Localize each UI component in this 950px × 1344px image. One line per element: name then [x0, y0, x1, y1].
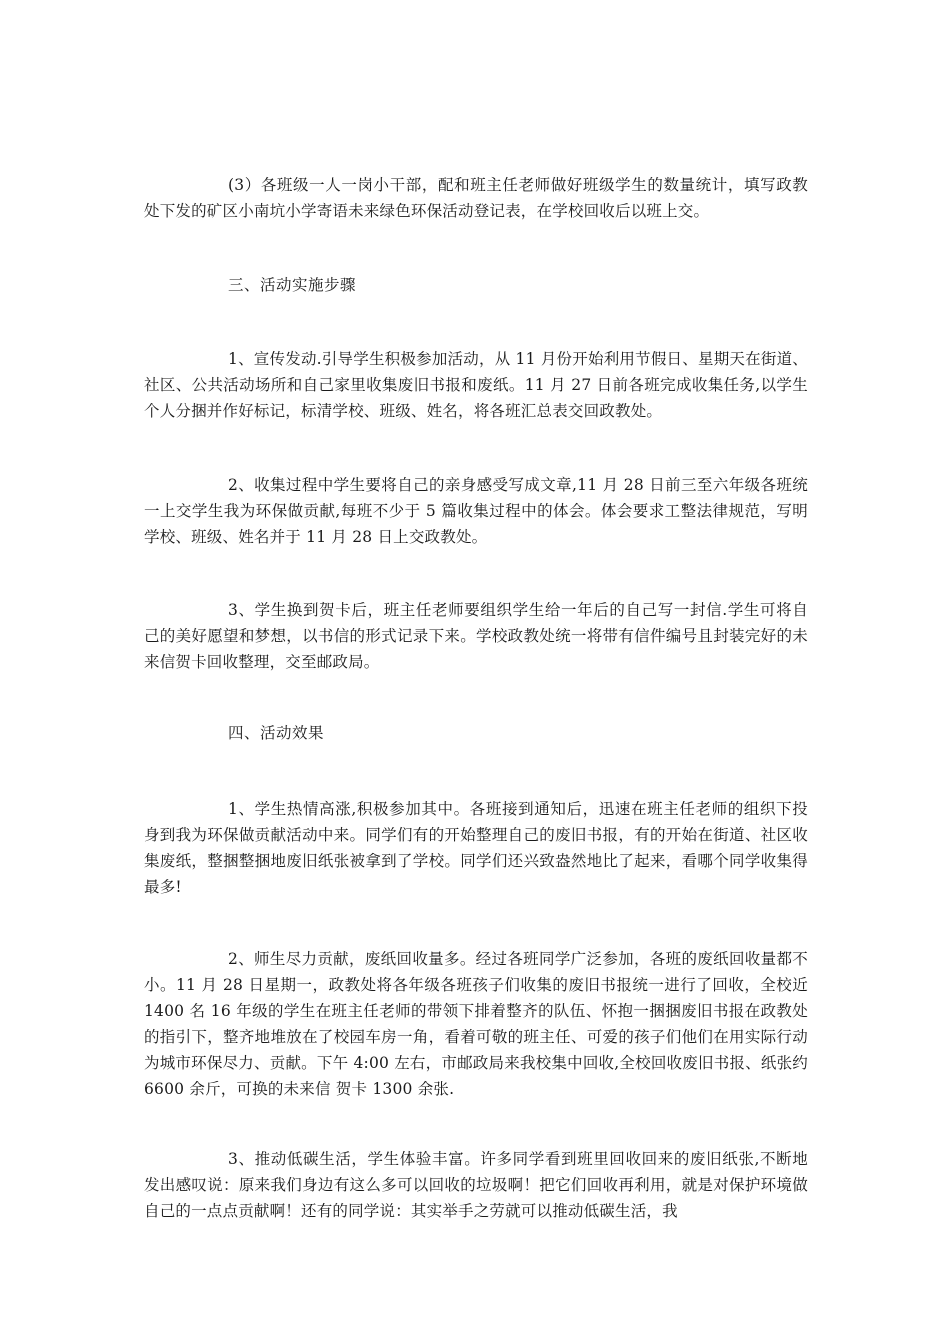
- paragraph-step-2: 2、收集过程中学生要将自己的亲身感受写成文章,11 月 28 日前三至六年级各班统一上交学生我为环保做贡献,每班不少于 5 篇收集过程中的体会。体会要求工整法律规范，写明学校、班级、姓名并于 11 月 28 日上交政教处。: [144, 476, 808, 546]
- paragraph-item-3: (3）各班级一人一岗小干部，配和班主任老师做好班级学生的数量统计，填写政教处下发的矿区小南坑小学寄语未来绿色环保活动登记表，在学校回收后以班上交。: [144, 176, 808, 220]
- paragraph-effect-3: 3、推动低碳生活，学生体验丰富。许多同学看到班里回收回来的废旧纸张,不断地发出感叹说：原来我们身边有这么多可以回收的垃圾啊！把它们回收再利用，就是对保护环境做自己的一点点贡献啊！还有的同学说：其实举手之劳就可以推动低碳生活，我: [144, 1150, 808, 1220]
- section-heading-effects: 四、活动效果: [228, 724, 325, 742]
- paragraph-step-3: 3、学生换到贺卡后，班主任老师要组织学生给一年后的自己写一封信.学生可将自己的美好愿望和梦想，以书信的形式记录下来。学校政教处统一将带有信件编号且封装完好的未来信贺卡回收整理，交至邮政局。: [144, 601, 808, 671]
- paragraph-effect-1: 1、学生热情高涨,积极参加其中。各班接到通知后，迅速在班主任老师的组织下投身到我为环保做贡献活动中来。同学们有的开始整理自己的废旧书报，有的开始在街道、社区收集废纸，整捆整捆地废旧纸张被拿到了学校。同学们还兴致盎然地比了起来，看哪个同学收集得最多!: [144, 800, 808, 896]
- section-heading-steps: 三、活动实施步骤: [228, 276, 357, 294]
- paragraph-step-1: 1、宣传发动.引导学生积极参加活动，从 11 月份开始利用节假日、星期天在街道、社区、公共活动场所和自己家里收集废旧书报和废纸。11 月 27 日前各班完成收集任务,以学生个人分捆并作好标记，标清学校、班级、姓名，将各班汇总表交回政教处。: [144, 350, 808, 420]
- paragraph-effect-2: 2、师生尽力贡献，废纸回收量多。经过各班同学广泛参加，各班的废纸回收量都不小。11 月 28 日星期一，政教处将各年级各班孩子们收集的废旧书报统一进行了回收，全校近 1400 名 16 年级的学生在班主任老师的带领下排着整齐的队伍、怀抱一捆捆废旧书报在政教处的指引下，整齐地堆放在了校园车房一角，看着可敬的班主任、可爱的孩子们他们在用实际行动为城市环保尽力、贡献。下午 4:00 左右，市邮政局来我校集中回收,全校回收废旧书报、纸张约 6600 余斤，可换的未来信 贺卡 1300 余张.: [144, 950, 808, 1098]
